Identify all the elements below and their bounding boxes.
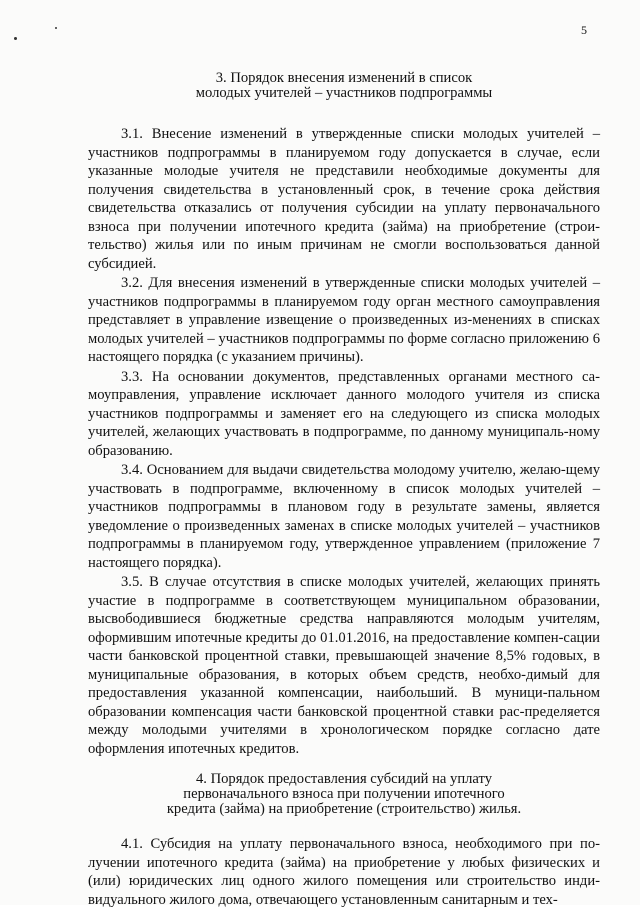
paragraph-3-4: 3.4. Основанием для выдачи свидетельства молодому учителю, желаю-щему участвовать в подпрограмме, включенному в список молодых учителей – участников подпрограммы в плановом году в результате замены, является уведомление о произведенных заменах в списке молодых учителей – участников подпрограммы в планируемом году, утвержденное управлением (приложение 7 настоящего порядка). <box>88 462 600 571</box>
paragraph-3-3: 3.3. На основании документов, представленных органами местного са-моуправления, управление исключает данного молодого учителя из списка участников подпрограммы и заменяет его на следующего из списка молодых учителей, желающих участвовать в подпрограмме, по данному муниципаль-ному образованию. <box>88 368 600 459</box>
document-body <box>88 71 600 910</box>
paragraph-3-2: 3.2. Для внесения изменений в утвержденные списки молодых учителей – участников подпрограммы в планируемом году орган местного самоуправления представляет в управление извещение о произведенных из-менениях в списках молодых учителей – участников подпрограммы по форме согласно приложению 6 настоящего порядка (с указанием причины). <box>88 275 600 365</box>
page-number: 5 <box>581 23 587 37</box>
scan-speck <box>14 37 17 40</box>
paragraph-4-1: 4.1. Субсидия на уплату первоначального взноса, необходимого при по-лучении ипотечного кредита (займа) на приобретение у любых физических и (или) юридических лиц одного жилого помещения или строительство инди-видуального жилого дома, отвечающего установленным санитарным и тех- <box>88 836 600 908</box>
scan-speck <box>55 27 57 29</box>
paragraph-3-1: 3.1. Внесение изменений в утвержденные списки молодых учителей – участников подпрограммы в планируемом году допускается в случае, если указанные молодые учителя не представили необходимые документы для получения свидетельства в установленный срок, в течение срока действия свидетельства отказались от получения субсидии на уплату первоначального взноса при получении ипотечного кредита (займа) на приобретение (строи-тельство) жилья или по иным причинам не смогли воспользоваться данной субсидией. <box>88 126 600 272</box>
paragraph-3-5: 3.5. В случае отсутствия в списке молодых учителей, желающих принять участие в подпрограмме в соответствующем муниципальном образовании, высвободившиеся бюджетные средства направляются молодым учителям, оформившим ипотечные кредиты до 01.01.2016, на предоставление компен-сации части банковской процентной ставки, превышающей значение 8,5% годовых, в муниципальные образования, в которых объем средств, необхо-димый для предоставления указанной компенсации, наибольший. В муници-пальном образовании компенсация части банковской процентной ставки рас-пределяется между молодыми учителями в хронологическом порядке согласно дате оформления ипотечных кредитов. <box>88 574 600 757</box>
section-3-heading: 3. Порядок внесения изменений в список молодых учителей – участников подпрограммы <box>195 70 493 101</box>
section-4-heading: 4. Порядок предоставления субсидий на уплату первоначального взноса при получении ипотечного кредита (займа) на приобретение (строительство) жилья. <box>166 771 522 817</box>
